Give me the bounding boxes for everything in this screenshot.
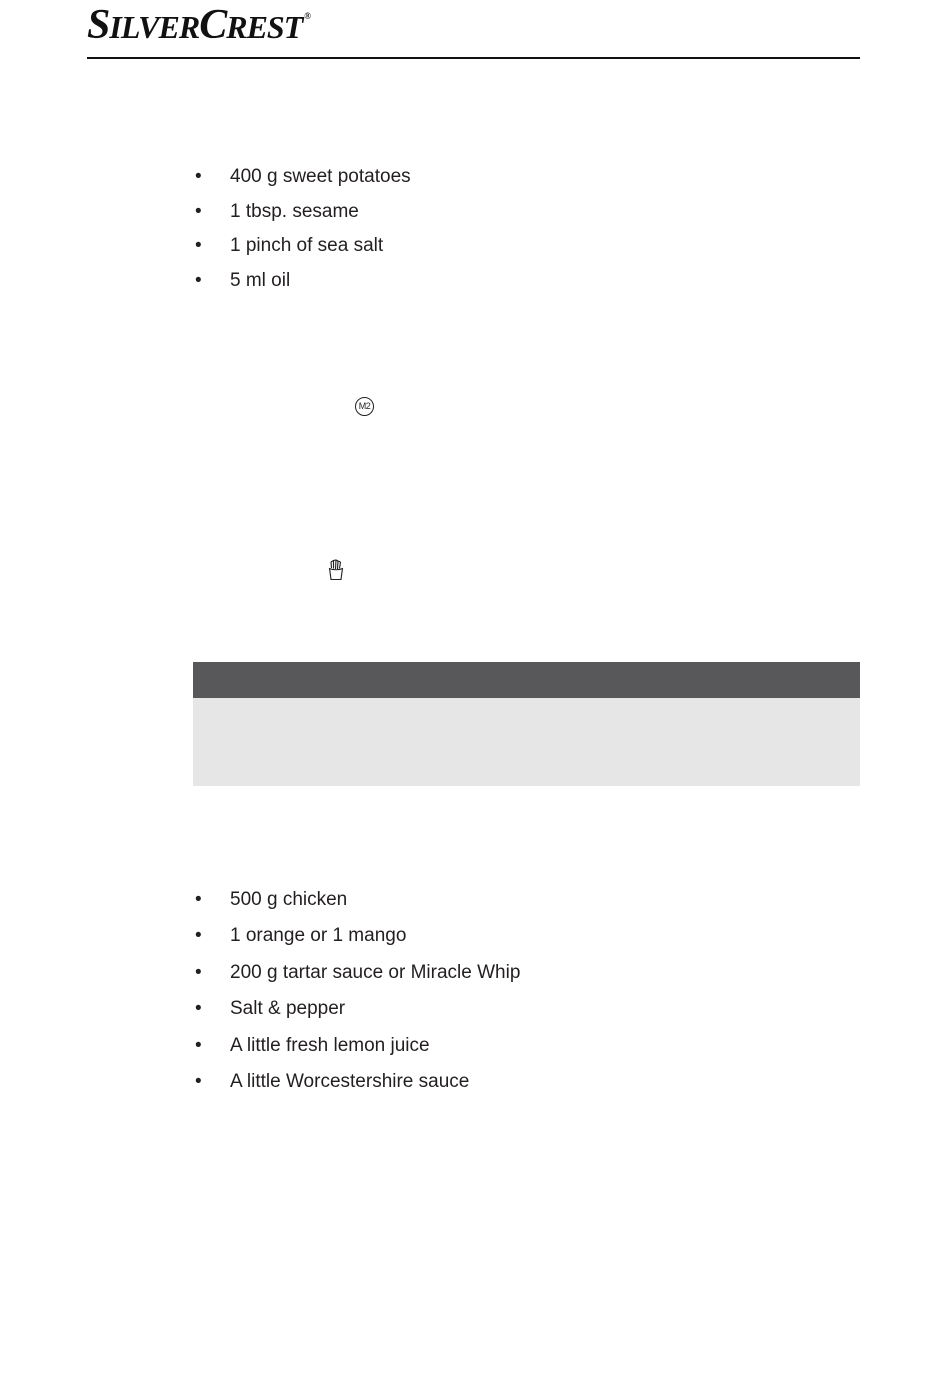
brand-letter-c: C bbox=[199, 2, 227, 48]
ingredient-text: 1 tbsp. sesame bbox=[230, 200, 359, 222]
bullet: • bbox=[195, 269, 202, 291]
brand-text-ilver: ILVER bbox=[109, 9, 200, 45]
bullet: • bbox=[195, 200, 202, 222]
list-item bbox=[193, 201, 411, 223]
list-item bbox=[193, 962, 520, 984]
list-item bbox=[193, 166, 411, 188]
list-item bbox=[193, 889, 520, 911]
bullet: • bbox=[195, 998, 202, 1020]
ingredient-text: 400 g sweet potatoes bbox=[230, 166, 411, 187]
list-item bbox=[193, 235, 411, 257]
bullet: • bbox=[195, 166, 202, 187]
ingredient-text: 1 orange or 1 mango bbox=[230, 925, 407, 947]
ingredient-text: 5 ml oil bbox=[230, 269, 291, 291]
note-box-body bbox=[193, 698, 860, 786]
fries-icon bbox=[327, 559, 345, 581]
brand-letter-s: S bbox=[87, 2, 110, 48]
brand-text-rest: REST bbox=[226, 9, 303, 45]
list-item bbox=[193, 925, 520, 947]
ingredient-text: Salt & pepper bbox=[230, 998, 346, 1020]
ingredient-list-sweet-potatoes bbox=[193, 166, 411, 304]
ingredient-text: 200 g tartar sauce or Miracle Whip bbox=[230, 961, 521, 983]
bullet: • bbox=[195, 1034, 202, 1056]
bullet: • bbox=[195, 925, 202, 947]
ingredient-text: 1 pinch of sea salt bbox=[230, 235, 384, 256]
ingredient-list-chicken bbox=[193, 889, 520, 1107]
bullet: • bbox=[195, 235, 202, 256]
ingredient-text: A little fresh lemon juice bbox=[230, 1034, 430, 1056]
list-item bbox=[193, 1035, 520, 1057]
bullet: • bbox=[195, 961, 202, 983]
ingredient-text: 500 g chicken bbox=[230, 889, 348, 910]
ingredient-text: A little Worcestershire sauce bbox=[230, 1070, 470, 1092]
brand-logo bbox=[87, 4, 310, 46]
list-item bbox=[193, 270, 411, 292]
note-box-header bbox=[193, 662, 860, 698]
list-item bbox=[193, 1071, 520, 1093]
registered-mark: ® bbox=[304, 11, 310, 21]
m2-program-icon: M2 bbox=[355, 397, 374, 416]
header-divider bbox=[87, 57, 860, 59]
bullet: • bbox=[195, 1070, 202, 1092]
bullet: • bbox=[195, 889, 202, 910]
list-item bbox=[193, 998, 520, 1020]
